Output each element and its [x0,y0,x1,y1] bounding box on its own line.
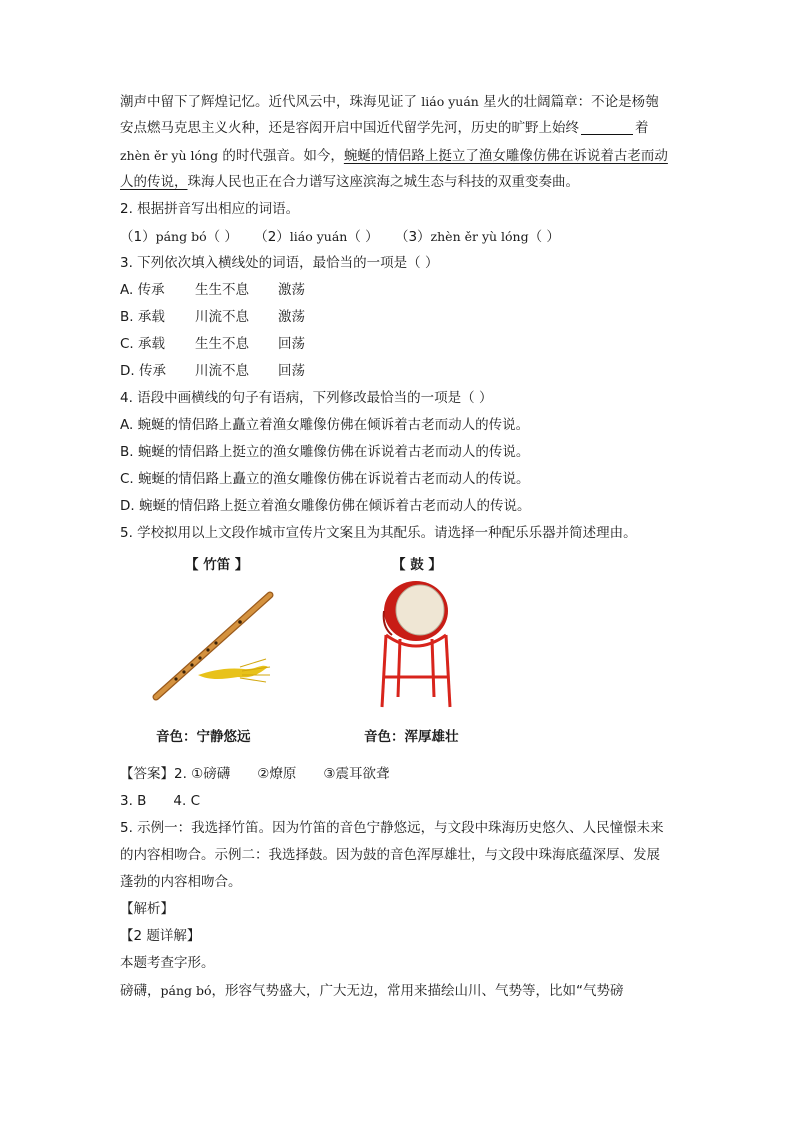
option-word: 激荡 [278,309,305,325]
answer-q5-line-1: 5. 示例一：我选择竹笛。因为竹笛的音色宁静悠远，与文段中珠海历史悠久、人民憧憬未来 [120,820,664,836]
underlined-sentence: 蜿蜒的情侣路上挺立了渔女雕像仿佛在诉说着古老而动 [343,148,668,164]
passage-line-2 [120,115,680,142]
q4-option-b: B. 蜿蜒的情侣路上挺立的渔女雕像仿佛在诉说着古老而动人的传说。 [120,444,530,460]
flute-caption: 音色：宁静悠远 [156,729,251,745]
q4-option-a: A. 蜿蜒的情侣路上矗立着渔女雕像仿佛在倾诉着古老而动人的传说。 [120,417,530,433]
analysis-text: 磅礴， [120,983,161,999]
pinyin: liáo yuán [289,229,348,244]
option-letter: D. 传承 [120,363,166,379]
answer-paren: （ ） [528,229,560,245]
option-word: 川流不息 [195,363,249,379]
option-letter: B. 承载 [120,309,165,325]
analysis-label: 【解析】 [120,901,174,917]
passage-text: 着 [635,120,649,136]
pinyin: páng bó [155,229,207,244]
option-word: 回荡 [278,363,305,379]
analysis-text-2 [120,977,680,1004]
q4-option-d: D. 蜿蜒的情侣路上挺立着渔女雕像仿佛在倾诉着古老而动人的传说。 [120,498,531,514]
answer-line [120,761,680,788]
answer-label: 【答案】 [120,766,174,782]
passage-text: 的时代强音。如今， [218,148,344,164]
passage-line-1 [120,88,680,115]
answer-paren: （ ） [347,229,379,245]
flute-title: 【 竹笛 】 [185,557,249,573]
answer-q5-line-2: 的内容相吻合。示例二：我选择鼓。因为鼓的音色浑厚雄壮，与文段中珠海底蕴深厚、发展 [120,847,660,863]
q4-stem: 4. 语段中画横线的句子有语病，下列修改最恰当的一项是（ ） [120,390,493,406]
item-label: （1） [120,229,156,245]
drum-caption: 音色：浑厚雄壮 [364,729,459,745]
pinyin: zhèn ěr yù lóng [120,148,219,163]
analysis-subheading: 【2 题详解】 [120,928,201,944]
item-label: （2） [254,229,290,245]
option-letter: A. 传承 [120,282,165,298]
answer-paren: （ ） [206,229,238,245]
analysis-text: ，形容气势盛大，广大无边，常用来描绘山川、气势等，比如“气势磅 [211,983,624,999]
q3-option-b [120,304,680,331]
bamboo-flute-image [148,587,278,707]
option-word: 生生不息 [195,336,249,352]
pinyin: páng bó [160,983,212,998]
item-label: （3） [394,229,431,245]
underlined-sentence: 人的传说， [120,174,188,190]
passage-text: 珠海人民也正在合力谱写这座滨海之城生态与科技的双重变奏曲。 [187,174,579,190]
q2-items [120,223,680,250]
drum-title: 【 鼓 】 [392,557,442,573]
q3-option-c [120,331,680,358]
q3-option-a [120,277,680,304]
q2-stem: 2. 根据拼音写出相应的词语。 [120,201,300,217]
passage-text: 潮声中留下了辉煌记忆。近代风云中，珠海见证了 [120,94,417,110]
q5-stem: 5. 学校拟用以上文段作城市宣传片文案且为其配乐。请选择一种配乐乐器并简述理由。 [120,525,637,541]
option-word: 川流不息 [195,309,249,325]
passage-text: 安点燃马克思主义火种，还是容闳开启中国近代留学先河，历史的旷野上始终 [120,120,579,136]
option-word: 生生不息 [195,282,249,298]
fill-blank [581,118,633,135]
document-page [120,88,680,1004]
passage-text: 星火的壮阔篇章：不论是杨匏 [483,94,659,110]
q3-option-d [120,358,680,385]
q3-stem: 3. 下列依次填入横线处的词语，最恰当的一项是（ ） [120,255,439,271]
answer-q3-q4: 3. B 4. C [120,793,201,809]
answer-q2: 2. ①磅礴 ②燎原 ③震耳欲聋 [174,766,390,782]
passage-line-4 [120,169,680,196]
pinyin: liáo yuán [421,94,479,109]
drum-image [376,577,456,713]
pinyin: zhèn ěr yù lóng [430,229,529,244]
q4-option-c: C. 蜿蜒的情侣路上矗立的渔女雕像仿佛在诉说着古老而动人的传说。 [120,471,530,487]
answer-q5-line-3: 蓬勃的内容相吻合。 [120,874,242,890]
option-word: 激荡 [278,282,305,298]
passage-line-3 [120,142,680,169]
option-word: 回荡 [278,336,305,352]
analysis-text-1: 本题考查字形。 [120,955,215,971]
option-letter: C. 承载 [120,336,166,352]
instrument-figures [120,547,680,761]
